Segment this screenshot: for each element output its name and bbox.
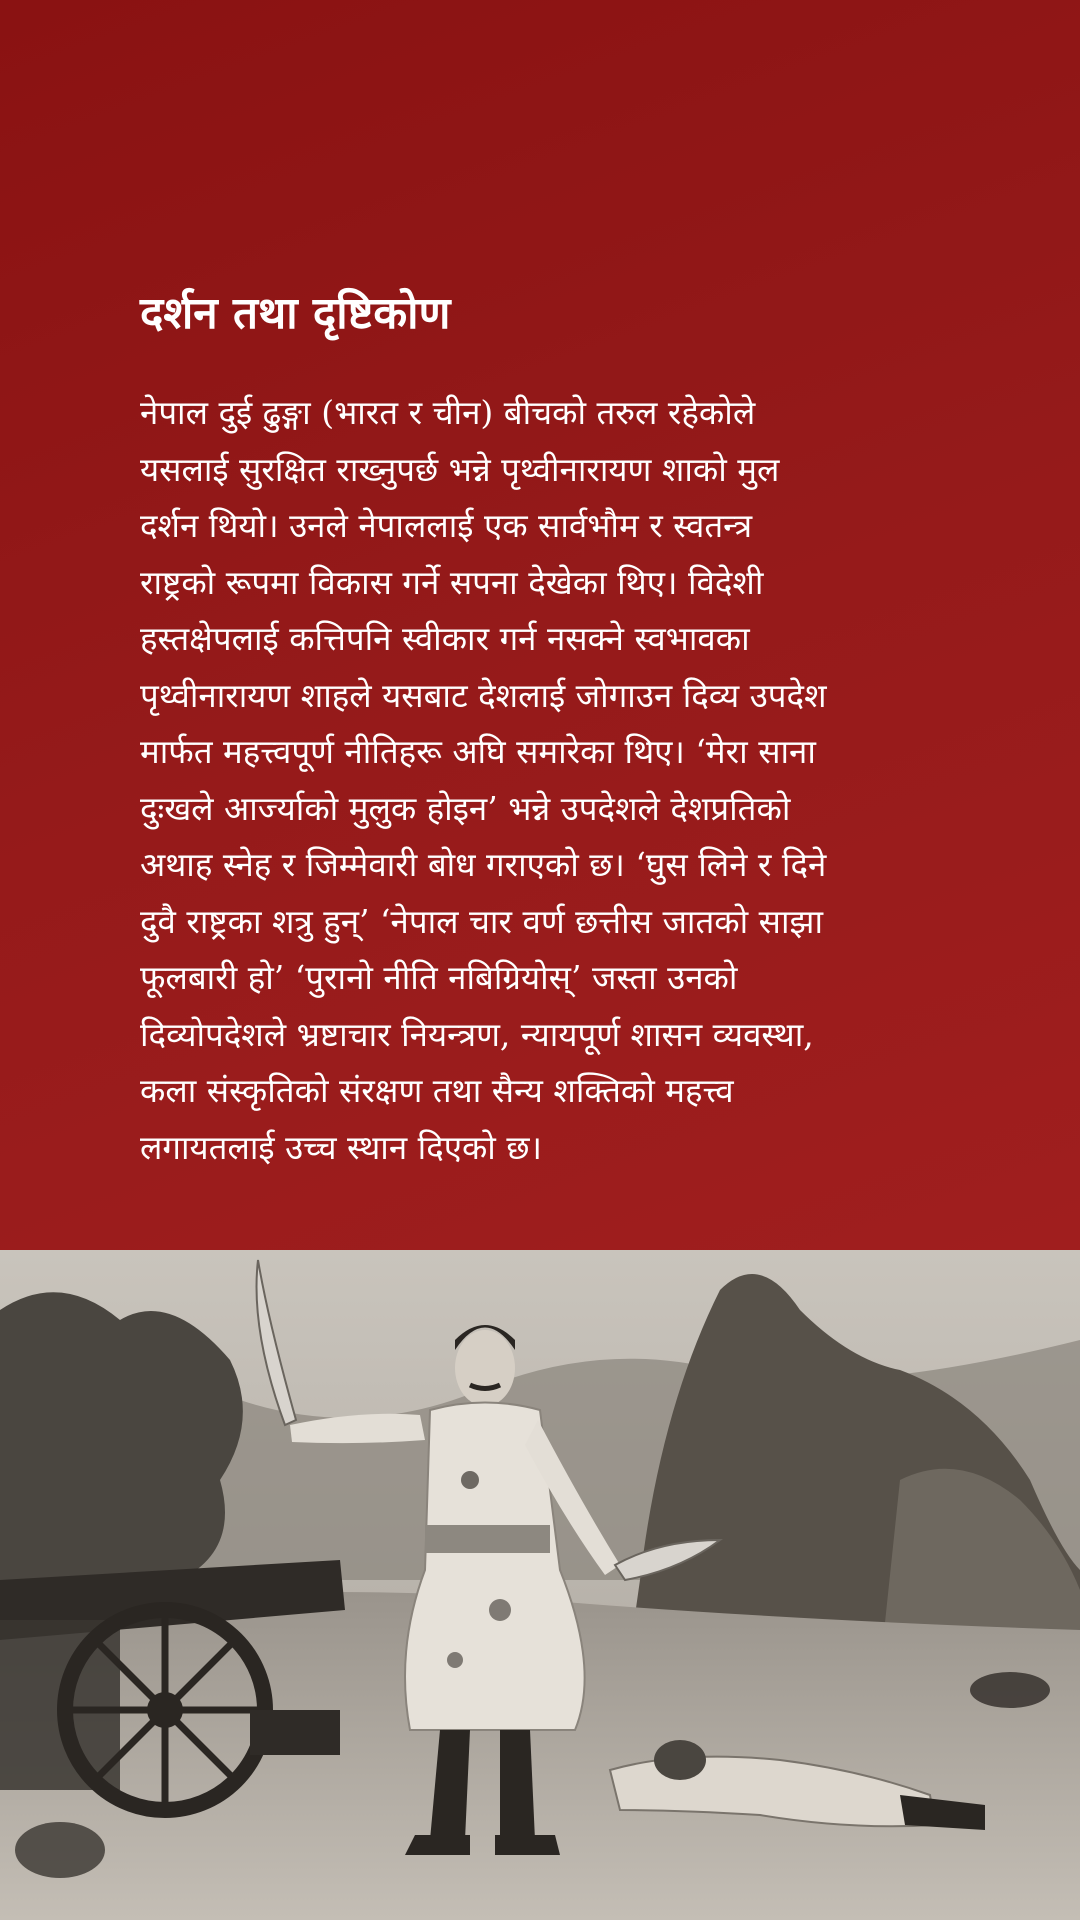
body-line: दर्शन थियो। उनले नेपाललाई एक सार्वभौम र स्वतन्त्र <box>140 506 753 545</box>
body-line: दुवै राष्ट्रका शत्रु हुन्’ ‘नेपाल चार वर्ण छत्तीस जातको साझा <box>140 901 824 941</box>
body-line: फूलबारी हो’ ‘पुरानो नीति नबिग्रियोस्’ जस्ता उनको <box>140 958 738 997</box>
body-line: दिव्योपदेशले भ्रष्टाचार नियन्त्रण, न्यायपूर्ण शासन व्यवस्था, <box>140 1014 814 1054</box>
body-line: कला संस्कृतिको संरक्षण तथा सैन्य शक्तिको महत्त्व <box>140 1071 734 1110</box>
painting-trees-left <box>0 1292 243 1590</box>
body-line: दुःखले आर्ज्याको मुलुक होइन’ भन्ने उपदेशले देशप्रतिको <box>140 788 791 828</box>
section-heading: दर्शन तथा दृष्टिकोण <box>140 288 451 339</box>
body-line: अथाह स्नेह र जिम्मेवारी बोध गराएको छ। ‘घुस लिने र दिने <box>140 845 827 884</box>
body-line: पृथ्वीनारायण शाहले यसबाट देशलाई जोगाउन दिव्य उपदेश <box>140 675 827 715</box>
body-line: लगायतलाई उच्च स्थान दिएको छ। <box>140 1127 542 1167</box>
body-line: नेपाल दुई ढुङ्गा (भारत र चीन) बीचको तरुल रहेकोले <box>140 393 756 432</box>
body-line: हस्तक्षेपलाई कत्तिपनि स्वीकार गर्न नसक्ने स्वभावका <box>140 619 750 658</box>
historical-painting <box>0 1250 1080 1920</box>
warrior-painting-icon <box>0 1250 1080 1920</box>
body-line: मार्फत महत्त्वपूर्ण नीतिहरू अघि समारेका थिए। ‘मेरा साना <box>140 732 816 771</box>
body-line: यसलाई सुरक्षित राख्नुपर्छ भन्ने पृथ्वीनारायण शाको मुल <box>140 449 780 489</box>
painting-debris <box>15 1822 105 1878</box>
body-line: राष्ट्रको रूपमा विकास गर्ने सपना देखेका थिए। विदेशी <box>140 562 764 602</box>
painting-debris <box>970 1672 1050 1708</box>
section-body <box>140 385 970 1176</box>
